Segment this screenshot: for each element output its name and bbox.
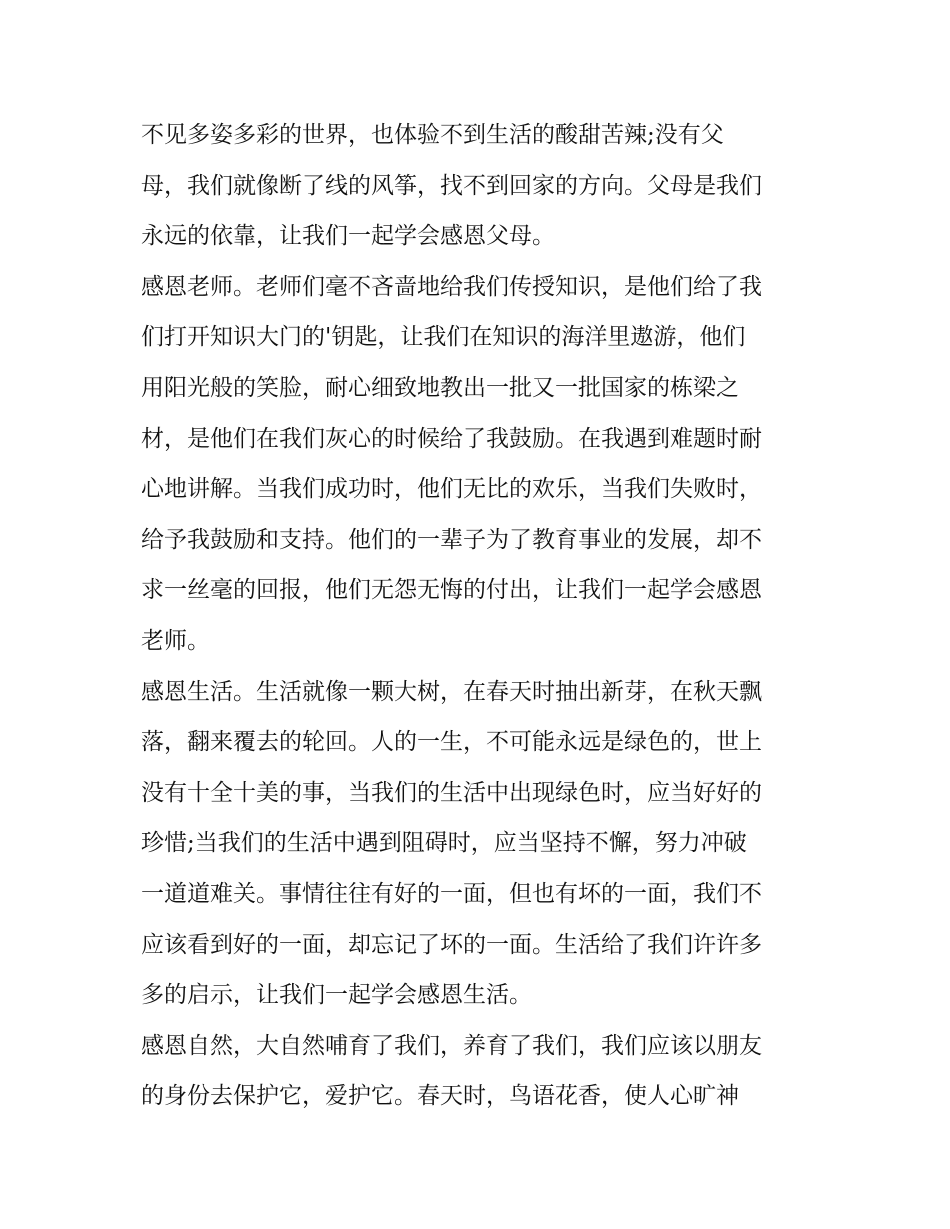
text-line: 应该看到好的一面，却忘记了坏的一面。生活给了我们许许多 xyxy=(141,931,762,958)
text-line: 的身份去保护它，爱护它。春天时，鸟语花香，使人心旷神 xyxy=(141,1083,739,1110)
text-line: 没有十全十美的事，当我们的生活中出现绿色时，应当好好的 xyxy=(141,779,762,806)
text-line: 用阳光般的笑脸，耐心细致地教出一批又一批国家的栋梁之 xyxy=(141,374,739,401)
text-line: 一道道难关。事情往往有好的一面，但也有坏的一面，我们不 xyxy=(141,880,762,907)
text-line: 给予我鼓励和支持。他们的一辈子为了教育事业的发展，却不 xyxy=(141,526,762,553)
text-line: 感恩老师。老师们毫不吝啬地给我们传授知识，是他们给了我 xyxy=(141,273,762,300)
text-line: 永远的依靠，让我们一起学会感恩父母。 xyxy=(141,223,555,250)
text-line: 不见多姿多彩的世界，也体验不到生活的酸甜苦辣;没有父 xyxy=(141,122,724,148)
text-line: 求一丝毫的回报，他们无怨无悔的付出，让我们一起学会感恩 xyxy=(141,577,762,604)
text-line: 们打开知识大门的'钥匙，让我们在知识的海洋里遨游，他们 xyxy=(141,324,746,351)
text-line: 感恩生活。生活就像一颗大树，在春天时抽出新芽，在秋天飘 xyxy=(141,678,762,705)
text-line: 落，翻来覆去的轮回。人的一生，不可能永远是绿色的，世上 xyxy=(141,729,762,756)
text-line: 心地讲解。当我们成功时，他们无比的欢乐，当我们失败时， xyxy=(141,476,762,503)
text-line: 老师。 xyxy=(141,627,210,654)
text-line: 多的启示，让我们一起学会感恩生活。 xyxy=(141,982,532,1009)
text-line: 材，是他们在我们灰心的时候给了我鼓励。在我遇到难题时耐 xyxy=(141,425,762,452)
text-line: 珍惜;当我们的生活中遇到阻碍时，应当坚持不懈，努力冲破 xyxy=(141,830,747,857)
text-line: 感恩自然，大自然哺育了我们，养育了我们，我们应该以朋友 xyxy=(141,1032,762,1059)
document-body xyxy=(141,110,821,1122)
text-line: 母，我们就像断了线的风筝，找不到回家的方向。父母是我们 xyxy=(141,172,762,199)
